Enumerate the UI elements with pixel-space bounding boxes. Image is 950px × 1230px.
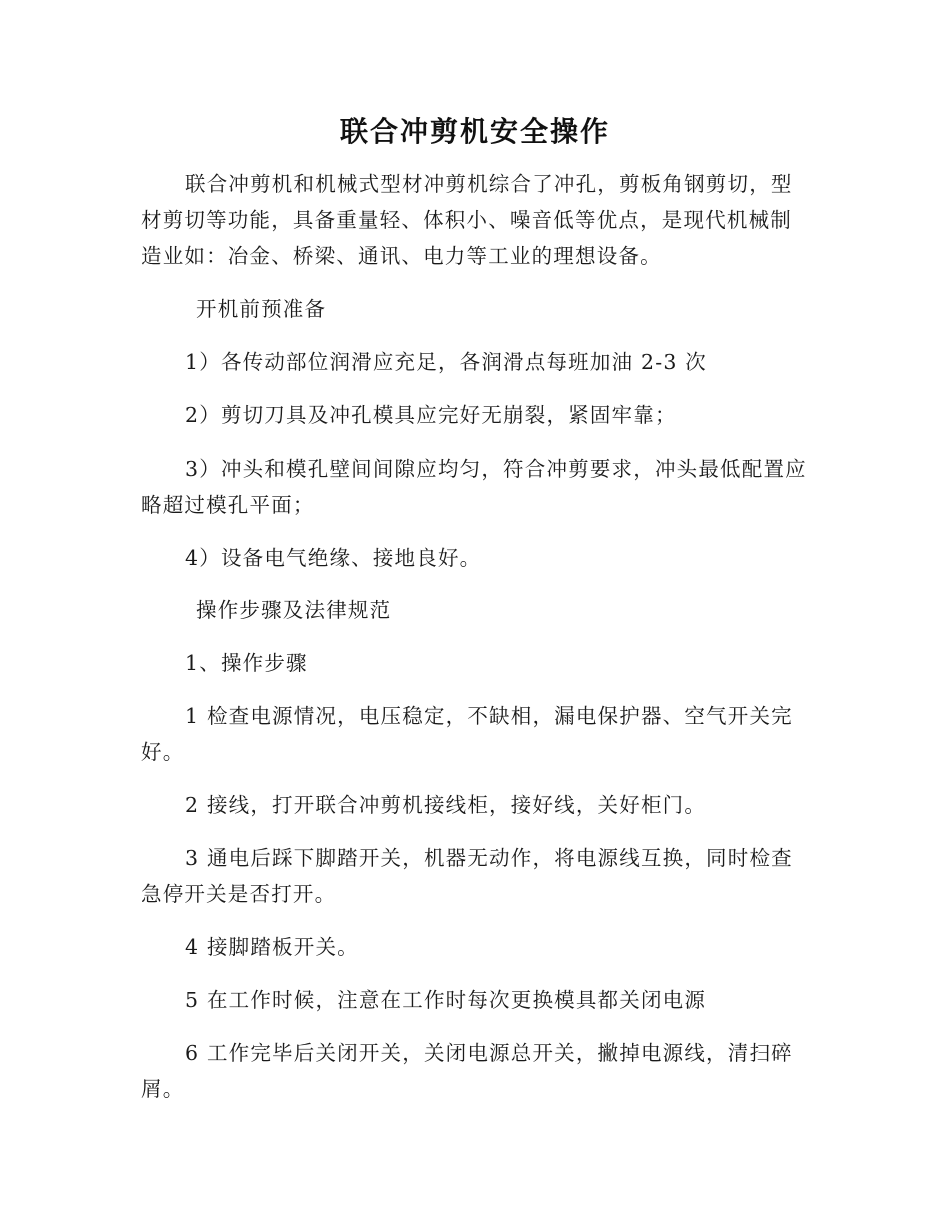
section-heading-operation: 操作步骤及法律规范 [196, 598, 392, 622]
list-item: 3 通电后踩下脚踏开关，机器无动作，将电源线互换，同时检查急停开关是否打开。 [141, 846, 793, 906]
list-item: 1）各传动部位润滑应充足，各润滑点每班加油 2-3 次 [185, 350, 707, 374]
list-item: 2）剪切刀具及冲孔模具应完好无崩裂，紧固牢靠； [185, 403, 677, 427]
list-item: 4 接脚踏板开关。 [185, 935, 359, 959]
list-item: 6 工作完毕后关闭开关，关闭电源总开关，撇掉电源线，清扫碎屑。 [141, 1041, 793, 1101]
list-item: 2 接线，打开联合冲剪机接线柜，接好线，关好柜门。 [185, 793, 707, 817]
list-item: 3）冲头和模孔壁间间隙应均匀，符合冲剪要求，冲头最低配置应略超过模孔平面； [141, 457, 807, 517]
intro-paragraph: 联合冲剪机和机械式型材冲剪机综合了冲孔，剪板角钢剪切，型材剪切等功能，具备重量轻、体积小、噪音低等优点，是现代机械制造业如：冶金、桥梁、通讯、电力等工业的理想设备。 [141, 172, 793, 268]
subsection-heading: 1、操作步骤 [185, 651, 308, 675]
list-item: 4）设备电气绝缘、接地良好。 [185, 546, 482, 570]
list-item: 1 检查电源情况，电压稳定，不缺相，漏电保护器、空气开关完好。 [141, 704, 793, 764]
section-heading-preparation: 开机前预准备 [196, 297, 327, 321]
list-item: 5 在工作时候，注意在工作时每次更换模具都关闭电源 [185, 988, 707, 1012]
page-title: 联合冲剪机安全操作 [339, 115, 610, 148]
